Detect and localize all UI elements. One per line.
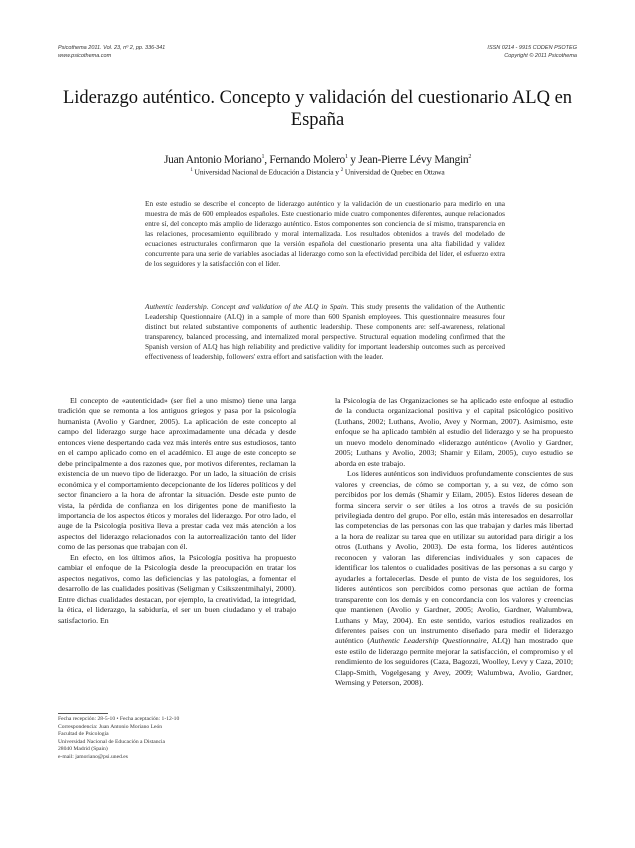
author-name: Jean-Pierre Lévy Mangin — [358, 153, 469, 166]
paragraph-text: , ALQ) han mostrado que este estilo de liderazgo permite mejorar la satisfacción, el compromiso y el rendimiento de los seguidores (Caza, Bagozzi, Woolley, Levy y Caza, 2010; Clapp-Smith, Vogelgesang y Avey, 2009; Walumbwa, Avolio, Gardner, Wernsing y Peterson, 2008). — [335, 636, 574, 688]
body-column-right — [335, 396, 573, 689]
footnote-faculty: Facultad de Psicología — [58, 731, 109, 738]
abstract-english — [145, 302, 505, 362]
author-name: Juan Antonio Moriano — [163, 153, 262, 166]
footnote — [58, 716, 296, 762]
affiliation-mark: 2 — [340, 168, 344, 173]
author-name: Fernando Molero — [269, 153, 346, 166]
journal-header-left — [58, 45, 165, 60]
paragraph-italic-text: Authentic Leadership Questionnaire — [369, 636, 487, 646]
abstract-spanish: En este estudio se describe el concepto de liderazgo auténtico y la validación de un cuestionario para medirlo en una muestra de más de 600 empleados españoles. Este cuestionario mide cuatro componentes diferentes, aunque relacionados entre sí, del concepto más amplio de liderazgo auténtico. Estos componentes son conciencia de sí mismo, transparencia en las relaciones, procesamiento equilibrado y moral internalizada. Los resultados obtenidos a través del modelado de ecuaciones estructurales confirmaron que la versión española del cuestionario presenta una alta fiabilidad y validez concurrente para una serie de variables asociadas al liderazgo como son la efectividad percibida del líder, el esfuerzo extra de los seguidores y la satisfacción con el líder. — [145, 199, 505, 268]
affiliations — [60, 166, 575, 178]
author-list — [60, 150, 575, 167]
journal-copyright: Copyright © 2011 Psicothema — [504, 52, 577, 59]
author-separator: , — [264, 153, 270, 166]
body-paragraph: la Psicología de las Organizaciones se ha aplicado este enfoque al estudio de la conducta organizacional positiva y el capital psicológico positivo (Luthans, 2002; Luthans, Avolio, Avey y Norman, 2007). Asimismo, este enfoque se ha aplicado también al estudio del liderazgo y se ha propuesto un nuevo modelo denominado «liderazgo auténtico» (Avolio y Gardner, 2005; Luthans y Avolio, 2003; Shamir y Eilam, 2005), cuyo estudio se aborda en este trabajo. — [335, 396, 573, 468]
affiliation-institution: Universidad de Quebec en Ottawa — [343, 167, 445, 177]
author-affiliation-mark: 1 — [345, 154, 348, 160]
affiliation-institution: Universidad Nacional de Educación a Distancia y — [192, 167, 341, 177]
affiliation-mark: 1 — [190, 168, 193, 173]
journal-header-right — [487, 45, 577, 60]
author-affiliation-mark: 1 — [261, 154, 265, 160]
body-paragraph: En efecto, en los últimos años, la Psicología positiva ha propuesto cambiar el enfoque de la Psicología desde la preocupación en tratar los aspectos negativos, como las deficiencias y las patologías, a fomentar el desarrollo de las cualidades positivas (Seligman y Csikszentmihalyi, 2000). Entre dichas cualidades destacan, por ejemplo, la creatividad, la integridad, la ética, el liderazgo, la sabiduría, el ser un buen ciudadano y el trabajo satisfactorio. En — [58, 552, 296, 625]
journal-issn: ISSN 0214 - 9915 CODEN PSOTEG — [487, 45, 577, 51]
body-column-left — [58, 396, 296, 626]
abstract-english-title: Authentic leadership. Concept and validation of the ALQ in Spain. — [145, 302, 349, 311]
paragraph-text: Los líderes auténticos son individuos profundamente conscientes de sus valores y creencias, de cómo se comportan y, a su vez, de cómo son percibidos por los demás (Shamir y Eilam, 2005). Estos líderes desean de forma sincera servir o ser útiles a los otros a través de su posición privilegiada dentro del grupo. Por ello, están más interesados en desarrollar las competencias de las personas con las que trabajan y darles más libertad a la hora de realizar su tarea que en utilizar su autoridad para dirigir a los otros (Luthans y Avolio, 2003). De esta forma, los líderes auténticos reconocen y valoran las diferencias individuales y son capaces de identificar los talentos o cualidades positivas de las personas a su cargo y ayudarles a fortalecerlas. Desde el punto de vista de los seguidores, los líderes auténticos son percibidos como personas que actúan de forma transparente con los demás y en concordancia con los valores y creencias que mantienen (Avolio y Gardner, 2005; Avolio, Gardner, Walumbwa, Luthans y May, 2004). En este sentido, varios estudios realizados en diferentes países con un instrumento diseñado para medir el liderazgo auténtico ( — [335, 469, 573, 646]
footnote-university: Universidad Nacional de Educación a Distancia — [58, 738, 166, 745]
journal-citation: Psicothema 2011. Vol. 23, nº 2, pp. 336-341 — [58, 45, 166, 51]
body-paragraph — [335, 469, 573, 689]
footnote-correspondence: Correspondencia: Juan Antonio Moriano León — [58, 723, 163, 730]
footnote-dates: Fecha recepción: 28-5-10 • Fecha aceptación: 1-12-10 — [58, 716, 180, 722]
footnote-city: 28040 Madrid (Spain) — [58, 746, 108, 753]
footnote-email: e-mail: jamoriano@psi.uned.es — [58, 753, 128, 760]
body-paragraph: El concepto de «autenticidad» (ser fiel a uno mismo) tiene una larga tradición que se remonta a los antiguos griegos y pasa por la psicología humanista (Avolio y Gardner, 2005). La aplicación de este concepto al campo del liderazgo surge hace aproximadamente una década y desde entonces viene despertando cada vez más interés entre sus estudiosos, tanto en el campo aplicado como en el académico. El auge de este concepto se debe principalmente a dos razones que, por motivos diferentes, reclaman la existencia de un nuevo tipo de liderazgo. Por un lado, la situación de crisis económica y el comportamiento decepcionante de los líderes políticos y del sector financiero a la hora de afrontar la situación. Desde este punto de vista, la pérdida de confianza en los dirigentes pone de manifiesto la importancia de los aspectos éticos y morales del liderazgo. Por otro lado, el auge de la Psicología positiva lleva a prestar cada vez más atención a los aspectos del liderazgo relacionados con la autorrealización tanto del líder como de las personas que trabajan con él. — [58, 396, 296, 552]
author-separator: y — [347, 153, 359, 166]
author-affiliation-mark: 2 — [468, 154, 472, 160]
footnote-divider — [58, 713, 108, 714]
journal-website: www.psicothema.com — [58, 52, 112, 59]
paper-title: Liderazgo auténtico. Concepto y validación del cuestionario ALQ en España — [62, 88, 573, 130]
abstract-english-body: This study presents the validation of the Authentic Leadership Questionnaire (ALQ) in a sample of more than 600 Spanish employees. This questionnaire measures four distinct but related substantive components of authentic leadership. These components are: self-awareness, relational transparency, balanced processing, and internalized moral perspective. Structural equation modeling confirmed that the Spanish version of ALQ has high reliability and predictive validity for important leadership outcomes such as perceived effectiveness of leadership, followers' extra effort and satisfaction with the leader. — [145, 302, 505, 361]
